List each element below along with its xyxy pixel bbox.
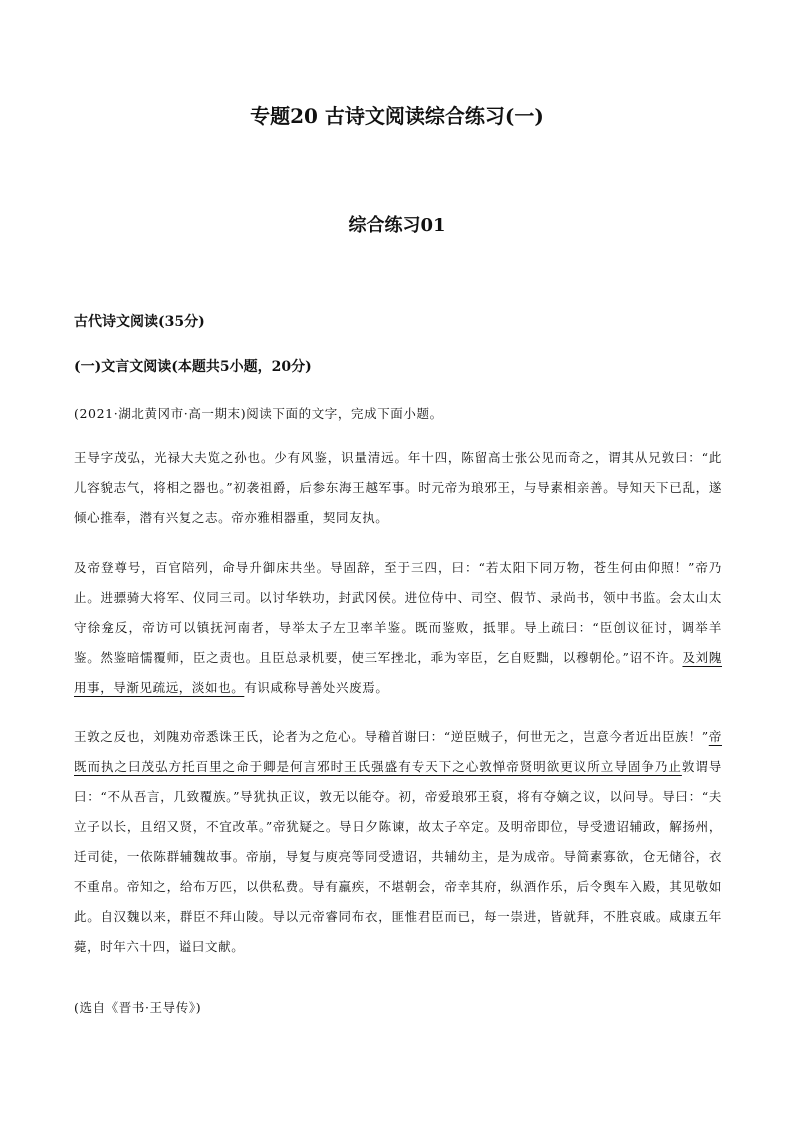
paragraph-2-main-text: 及帝登尊号，百官陪列，命导升御床共坐。导固辞，至于三四，曰：“若太阳下同万物，苍生何由仰照！”帝乃止。进骠骑大将军、仪同三司。以讨华轶功，封武冈侯。进位侍中、司空、假节、录尚书，领中书监。会太山太守徐龛反，帝访可以镇抚河南者，导举太子左卫率羊鉴。既而鉴败，抵罪。导上疏曰：“臣创议征讨，调举羊鉴。然鉴暗懦覆师，臣之责也。且臣总录机要，使三军挫北，乖为宰臣，乞自贬黜，以穆朝伦。”诏不许。 bbox=[74, 560, 722, 665]
paragraph-2-underlined-sentence: 及刘隗用事，导渐见疏远，淡如也。 bbox=[74, 650, 722, 695]
paragraph-3-underlined-unpunctuated-text: 帝既而执之曰茂弘方托百里之命于卿是何言邪时王氏强盛有专天下之心敦惮帝贤明欲更议所立导固争乃止 bbox=[74, 729, 722, 774]
passage-paragraph-3 bbox=[74, 722, 722, 962]
passage-source: (选自《晋书·王导传》) bbox=[74, 1000, 202, 1015]
reading-instructions: (2021·湖北黄冈市·高一期末)阅读下面的文字，完成下面小题。 bbox=[74, 406, 443, 421]
document-title: 专题20 古诗文阅读综合练习(一) bbox=[250, 104, 544, 128]
paragraph-2-tail-text: 有识咸称导善处兴废焉。 bbox=[244, 680, 389, 695]
passage-paragraph-1: 王导字茂弘，光禄大夫览之孙也。少有风鉴，识量清远。年十四，陈留高士张公见而奇之，谓其从兄敦曰：“此儿容貌志气，将相之器也。”初袭祖爵，后参东海王越军事。时元帝为琅邪王，与导素相亲善。导知天下已乱，遂倾心推奉，潜有兴复之志。帝亦雅相器重，契同友执。 bbox=[74, 450, 722, 525]
passage-paragraph-2 bbox=[74, 553, 722, 703]
paragraph-3-end-text: 敦谓导曰：“不从吾言，几致覆族。”导犹执正议，敦无以能夺。初，帝爱琅邪王裒，将有夺嫡之议，以问导。导曰：“夫立子以长，且绍又贤，不宜改革。”帝犹疑之。导日夕陈谏，故太子卒定。及明帝即位，导受遗诏辅政，解扬州，迁司徒，一依陈群辅魏故事。帝崩，导复与庾亮等同受遗诏，共辅幼主，是为成帝。导简素寡欲，仓无储谷，衣不重帛。帝知之，给布万匹，以供私费。导有羸疾，不堪朝会，帝幸其府，纵酒作乐，后令舆车入殿，其见敬如此。自汉魏以来，群臣不拜山陵。导以元帝睿同布衣，匪惟君臣而已，每一崇进，皆就拜，不胜哀戚。咸康五年薨，时年六十四，谥曰文献。 bbox=[74, 759, 722, 954]
exercise-title: 综合练习01 bbox=[348, 215, 446, 236]
paragraph-3-start-text: 王敦之反也，刘隗劝帝悉诛王氏，论者为之危心。导稽首谢曰：“逆臣贼子，何世无之，岂意今者近出臣族！” bbox=[74, 729, 709, 744]
subsection-heading: (一)文言文阅读(本题共5小题，20分) bbox=[74, 359, 312, 375]
section-heading: 古代诗文阅读(35分) bbox=[74, 314, 205, 330]
